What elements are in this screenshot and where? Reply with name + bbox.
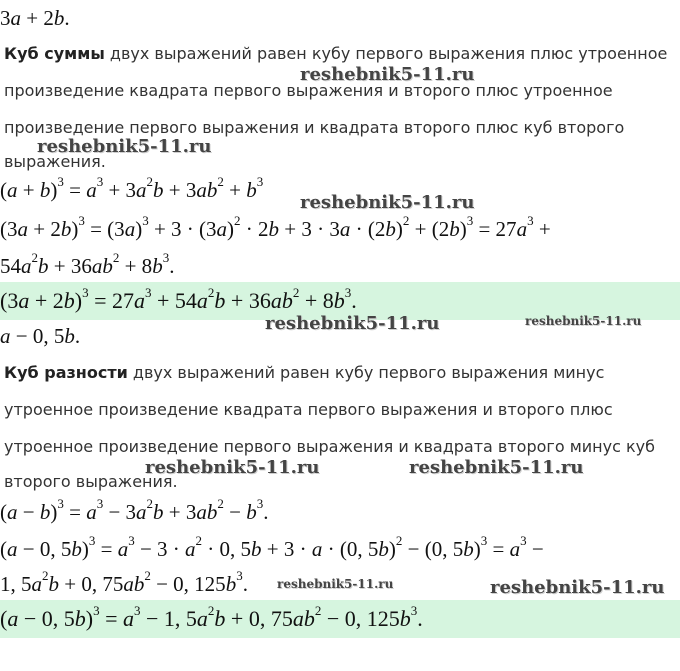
section1-answer: $(3a + 2b)^3 = 27a^3 + 54a^2b + 36ab^2 + 8b^3$. [0, 284, 357, 313]
watermark: reshebnik5-11.ru [37, 136, 212, 157]
watermark: reshebnik5-11.ru [265, 313, 440, 334]
watermark: reshebnik5-11.ru [145, 457, 320, 478]
section1-rule-line-4: выражения. [4, 152, 106, 171]
watermark: reshebnik5-11.ru [277, 577, 394, 591]
section1-rule-line-1 [4, 44, 667, 64]
watermark: reshebnik5-11.ru [490, 577, 665, 598]
section2-rule-line-2: утроенное произведение квадрата первого выражения и второго плюс [4, 400, 613, 419]
section2-work-line-2: 1, $5a^2b + 0$, $75ab^2 - 0$, $125b^3$. [0, 568, 248, 596]
section2-rule-line-3: утроенное произведение первого выражения и квадрата второго минус куб [4, 437, 655, 456]
section1-work-line-1: $(3a + 2b)^3 = (3a)^3 + 3 \cdot (3a)^2 \cdot 2b + 3 \cdot 3a \cdot (2b)^2 + (2b)^3 = 27a^3$ + [0, 213, 551, 241]
section1-work-line-2: $54a^2b + 36ab^2 + 8b^3$. [0, 250, 175, 278]
section1-rule-line-3: произведение первого выражения и квадрата второго плюс куб второго [4, 118, 625, 137]
section2-intro-expression: a − 0, 5b. [0, 324, 81, 348]
watermark: reshebnik5-11.ru [409, 457, 584, 478]
section1-intro-expression: 3a + 2b. [0, 6, 70, 30]
section2-work-line-1: (a − 0, $5b)^3 = a^3 - 3 \cdot a^2 \cdot 0$, 5b + 3 · a · (0, 5b)$^2$ − (0, $5b)^3 = a^3$ − [0, 533, 544, 561]
section2-rule-line-4: второго выражения. [4, 472, 178, 491]
section2-formula: $(a - b)^3 = a^3 - 3a^2b + 3ab^2 - b^3$. [0, 496, 269, 524]
watermark: reshebnik5-11.ru [300, 192, 475, 213]
watermark: reshebnik5-11.ru [300, 64, 475, 85]
section1-formula: $(a + b)^3 = a^3 + 3a^2b + 3ab^2 + b^3$ [0, 174, 264, 202]
watermark: reshebnik5-11.ru [525, 314, 642, 328]
section2-rule-line-1 [4, 363, 604, 383]
section1-rule-line-2: произведение квадрата первого выражения и второго плюс утроенное [4, 81, 613, 100]
rule-text: двух выражений равен кубу первого выражения плюс утроенное [109, 44, 668, 63]
section2-answer: (a − 0, $5b)^3 = a^3 - 1$, $5a^2b + 0$, $75ab^2 - 0$, $125b^3$. [0, 602, 423, 631]
rule-term-difference: Куб разности [4, 363, 128, 382]
rule-term-sum: Куб суммы [4, 44, 105, 63]
rule-text: двух выражений равен кубу первого выражения минус [132, 363, 605, 382]
